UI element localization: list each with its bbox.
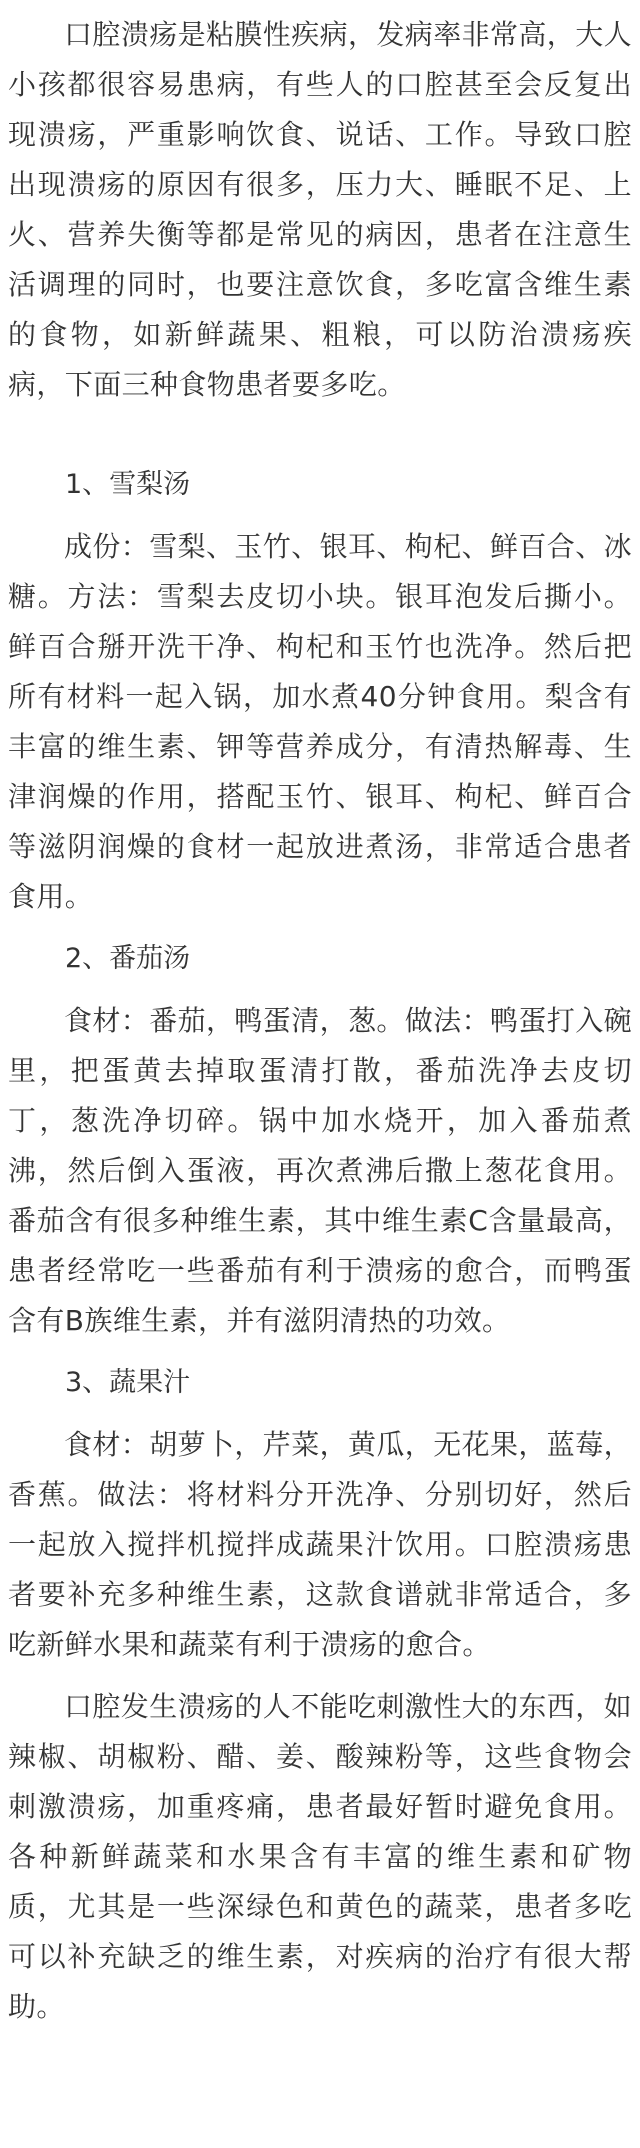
section-body-snow-pear-soup: 成份：雪梨、玉竹、银耳、枸杞、鲜百合、冰糖。方法：雪梨去皮切小块。银耳泡发后撕小。鲜百合掰开洗干净、枸杞和玉竹也洗净。然后把所有材料一起入锅，加水煮40分钟食用。梨含有丰富的维生素、钾等营养成分，有清热解毒、生津润燥的作用，搭配玉竹、银耳、枸杞、鲜百合等滋阴润燥的食材一起放进煮汤，非常适合患者食用。 bbox=[8, 530, 633, 913]
section-spacer bbox=[8, 410, 632, 460]
intro-paragraph: 口腔溃疡是粘膜性疾病，发病率非常高，大人小孩都很容易患病，有些人的口腔甚至会反复出现溃疡，严重影响饮食、说话、工作。导致口腔出现溃疡的原因有很多，压力大、睡眠不足、上火、营养失衡等都是常见的病因，患者在注意生活调理的同时，也要注意饮食，多吃富含维生素的食物，如新鲜蔬果、粗粮，可以防治溃疡疾病，下面三种食物患者要多吃。 bbox=[8, 18, 633, 401]
heading-spacer bbox=[8, 1408, 632, 1420]
section-body-fruit-vegetable-juice: 食材：胡萝卜，芹菜，黄瓜，无花果，蓝莓，香蕉。做法：将材料分开洗净、分别切好，然后一起放入搅拌机搅拌成蔬果汁饮用。口腔溃疡患者要补充多种维生素，这款食谱就非常适合，多吃新鲜水果和蔬菜有利于溃疡的愈合。 bbox=[8, 1428, 633, 1661]
heading-spacer bbox=[8, 510, 632, 522]
section-heading-fruit-vegetable-juice: 3、蔬果汁 bbox=[65, 1367, 191, 1398]
section-spacer bbox=[8, 1346, 632, 1358]
heading-spacer bbox=[8, 984, 632, 996]
section-body-tomato-soup: 食材：番茄，鸭蛋清，葱。做法：鸭蛋打入碗里，把蛋黄去掉取蛋清打散，番茄洗净去皮切丁，葱洗净切碎。锅中加水烧开，加入番茄煮沸，然后倒入蛋液，再次煮沸后撒上葱花食用。番茄含有很多种维生素，其中维生素C含量最高，患者经常吃一些番茄有利于溃疡的愈合，而鸭蛋含有B族维生素，并有滋阴清热的功效。 bbox=[8, 1004, 633, 1337]
section-heading-tomato-soup: 2、番茄汤 bbox=[65, 943, 191, 974]
closing-paragraph: 口腔发生溃疡的人不能吃刺激性大的东西，如辣椒、胡椒粉、醋、姜、酸辣粉等，这些食物会刺激溃疡，加重疼痛，患者最好暂时避免食用。各种新鲜蔬菜和水果含有丰富的维生素和矿物质，尤其是一些深绿色和黄色的蔬菜，患者多吃可以补充缺乏的维生素，对疾病的治疗有很大帮助。 bbox=[8, 1690, 633, 2023]
section-spacer bbox=[8, 1670, 632, 1682]
section-spacer bbox=[8, 922, 632, 934]
section-heading-snow-pear-soup: 1、雪梨汤 bbox=[65, 469, 191, 500]
